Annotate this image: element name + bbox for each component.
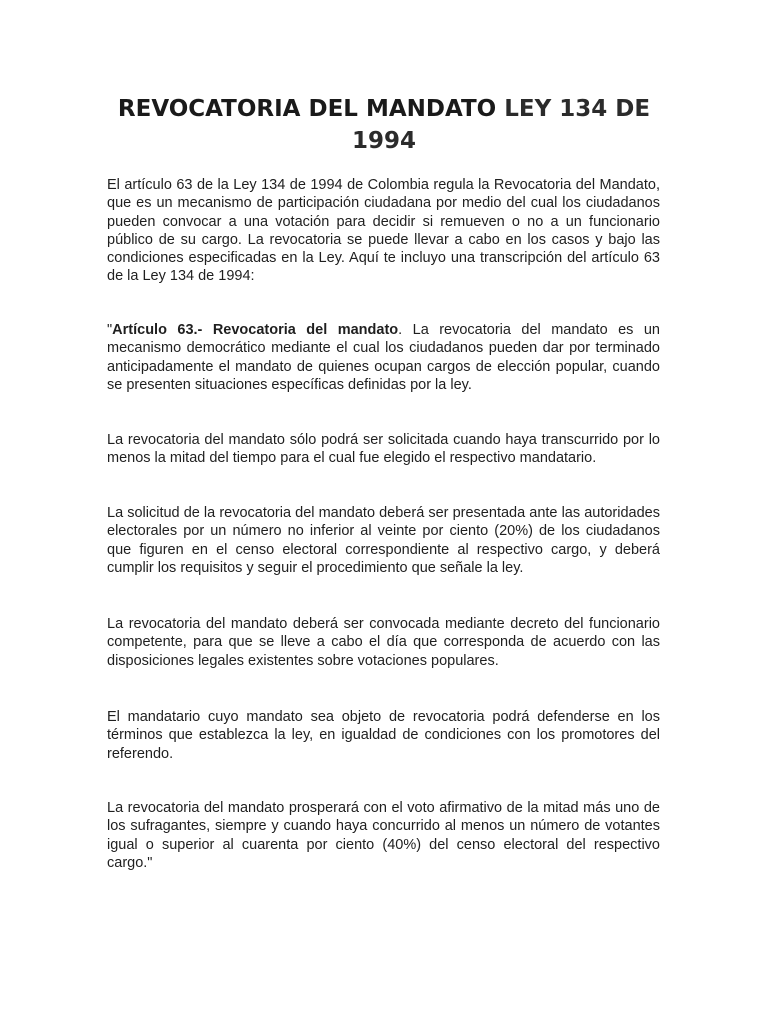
article-paragraph-5: El mandatario cuyo mandato sea objeto de revocatoria podrá defenderse en los términos que establezca la ley, en igualdad de condiciones con los promotores del referendo. [107,709,660,762]
article-paragraph-3: La solicitud de la revocatoria del mandato deberá ser presentada ante las autoridades electorales por un número no inferior al veinte por ciento (20%) de los ciudadanos que figuren en el censo electoral correspondiente al respectivo cargo, y deberá cumplir los requisitos y seguir el procedimiento que señale la ley. [107,505,660,576]
article-63-paragraph [107,321,660,394]
article-open-quote: " [107,322,113,338]
article-paragraph-2: La revocatoria del mandato sólo podrá ser solicitada cuando haya transcurrido por lo menos la mitad del tiempo para el cual fue elegido el respectivo mandatario. [107,432,660,467]
intro-paragraph: El artículo 63 de la Ley 134 de 1994 de Colombia regula la Revocatoria del Mandato, que es un mecanismo de participación ciudadana por medio del cual los ciudadanos pueden convocar a una votación para decidir si remueven o no a un funcionario público de su cargo. La revocatoria se puede llevar a cabo en los casos y bajo las condiciones especificadas en la Ley. Aquí te incluyo una transcripción del artículo 63 de la Ley 134 de 1994: [107,177,660,285]
article-first-text: . La revocatoria del mandato es un mecanismo democrático mediante el cual los ciudadanos pueden dar por terminado anticipadamente el mandato de quienes ocupan cargos de elección popular, cuando se presenten situaciones específicas definidas por la ley. [107,322,660,393]
title-main: REVOCATORIA DEL MANDATO [117,96,505,122]
title-accent: LEY 134 DE 1994 [351,96,651,154]
article-paragraph-4: La revocatoria del mandato deberá ser convocada mediante decreto del funcionario competente, para que se lleve a cabo el día que corresponda de acuerdo con las disposiciones legales existentes sobre votaciones populares. [107,616,660,669]
article-paragraph-6: La revocatoria del mandato prosperará con el voto afirmativo de la mitad más uno de los sufragantes, siempre y cuando haya concurrido al menos un número de votantes igual o superior al cuarenta por ciento (40%) del censo electoral del respectivo cargo." [107,800,660,871]
document-title [100,93,668,157]
article-heading: Artículo 63.- Revocatoria del mandato [112,322,399,338]
